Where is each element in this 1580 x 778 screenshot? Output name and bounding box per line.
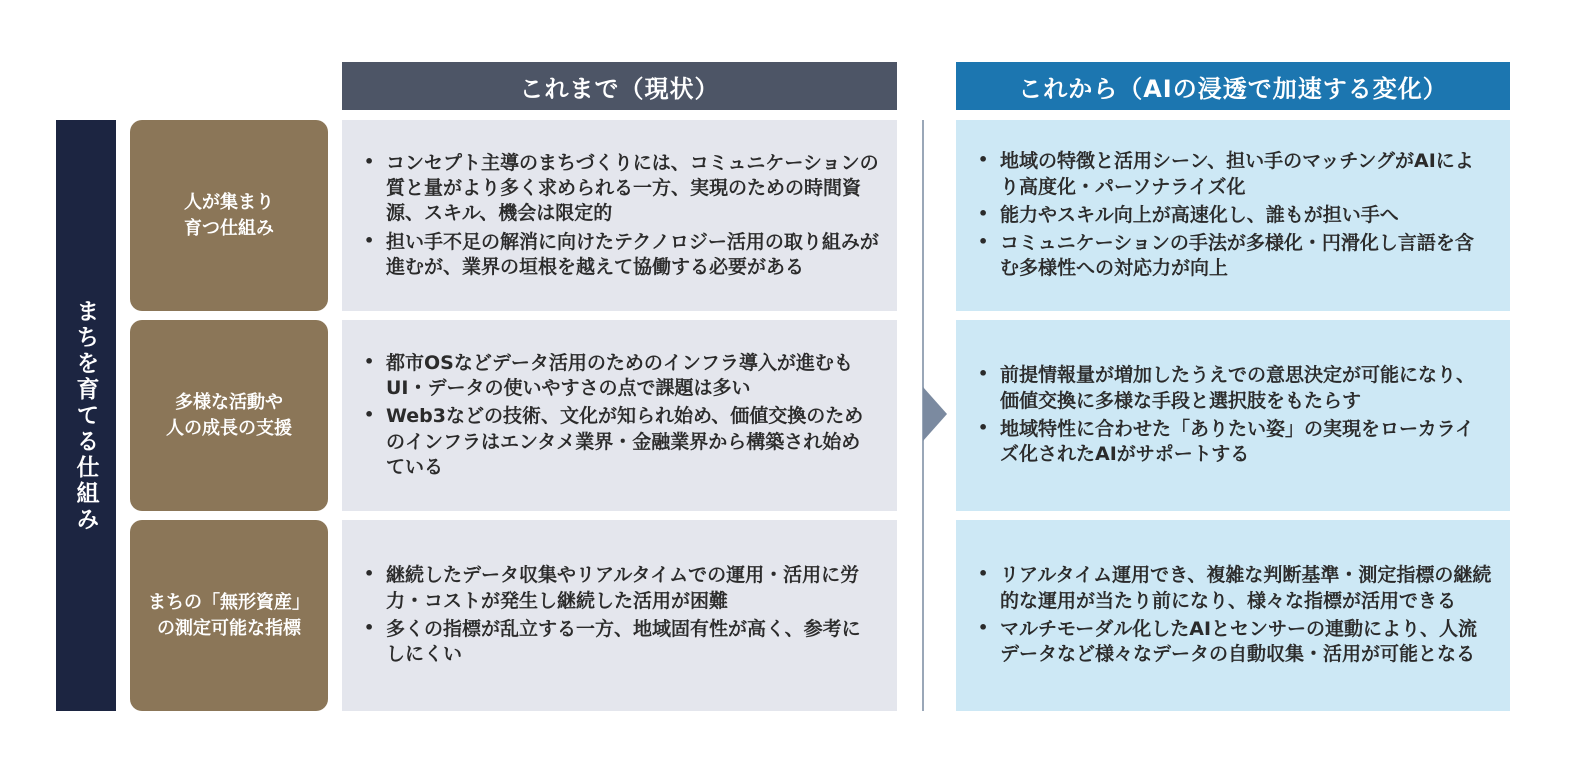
current-box-people [342, 120, 897, 311]
header-current [342, 62, 897, 110]
future-box-activity [956, 320, 1510, 511]
list-item: • 多くの指標が乱立する一方、地域固有性が高く、参考にしにくい [362, 617, 879, 668]
list-item: • 都市OSなどデータ活用のためのインフラ導入が進むもUI・データの使いやすさの点で課題は多い [362, 351, 879, 402]
list-item: • 地域の特徴と活用シーン、担い手のマッチングがAIにより高度化・パーソナライズ化 [976, 149, 1492, 200]
list-item: • マルチモーダル化したAIとセンサーの連動により、人流データなど様々なデータの自動収集・活用が可能となる [976, 617, 1492, 668]
arrow-right-icon [923, 387, 947, 441]
bullet-list [976, 360, 1492, 470]
bullet-list [362, 348, 879, 483]
header-current-label: これまで（現状） [519, 74, 720, 103]
header-future [956, 62, 1510, 110]
bullet-list [362, 148, 879, 283]
side-label-text: まちを育てる仕組み [72, 298, 99, 533]
list-item: • リアルタイム運用でき、複雑な判断基準・測定指標の継続的な運用が当たり前になり、様々な指標が活用できる [976, 563, 1492, 614]
bullet-list [976, 146, 1492, 284]
list-item: • 担い手不足の解消に向けたテクノロジー活用の取り組みが進むが、業界の垣根を越えて協働する必要がある [362, 230, 879, 281]
list-item: • コンセプト主導のまちづくりには、コミュニケーションの質と量がより多く求められる一方、実現のための時間資源、スキル、機会は限定的 [362, 151, 879, 227]
list-item: • コミュニケーションの手法が多様化・円滑化し言語を含む多様性への対応力が向上 [976, 231, 1492, 282]
category-label: まちの「無形資産」 の測定可能な指標 [148, 592, 310, 639]
header-future-label: これから（AIの浸透で加速する変化） [1018, 74, 1448, 103]
future-box-people [956, 120, 1510, 311]
category-label: 多様な活動や 人の成長の支援 [166, 392, 292, 439]
side-label [56, 120, 116, 711]
category-assets [130, 520, 328, 711]
current-box-activity [342, 320, 897, 511]
list-item: • 前提情報量が増加したうえでの意思決定が可能になり、価値交換に多様な手段と選択肢をもたらす [976, 363, 1492, 414]
category-activity [130, 320, 328, 511]
list-item: • 地域特性に合わせた「ありたい姿」の実現をローカライズ化されたAIがサポートする [976, 417, 1492, 468]
category-people [130, 120, 328, 311]
future-box-assets [956, 520, 1510, 711]
category-label: 人が集まり 育つ仕組み [184, 192, 274, 239]
bullet-list [362, 560, 879, 670]
bullet-list [976, 560, 1492, 670]
list-item: • 能力やスキル向上が高速化し、誰もが担い手へ [976, 203, 1492, 228]
current-box-assets [342, 520, 897, 711]
list-item: • Web3などの技術、文化が知られ始め、価値交換のためのインフラはエンタメ業界・金融業界から構築され始めている [362, 404, 879, 480]
list-item: • 継続したデータ収集やリアルタイムでの運用・活用に労力・コストが発生し継続した活用が困難 [362, 563, 879, 614]
